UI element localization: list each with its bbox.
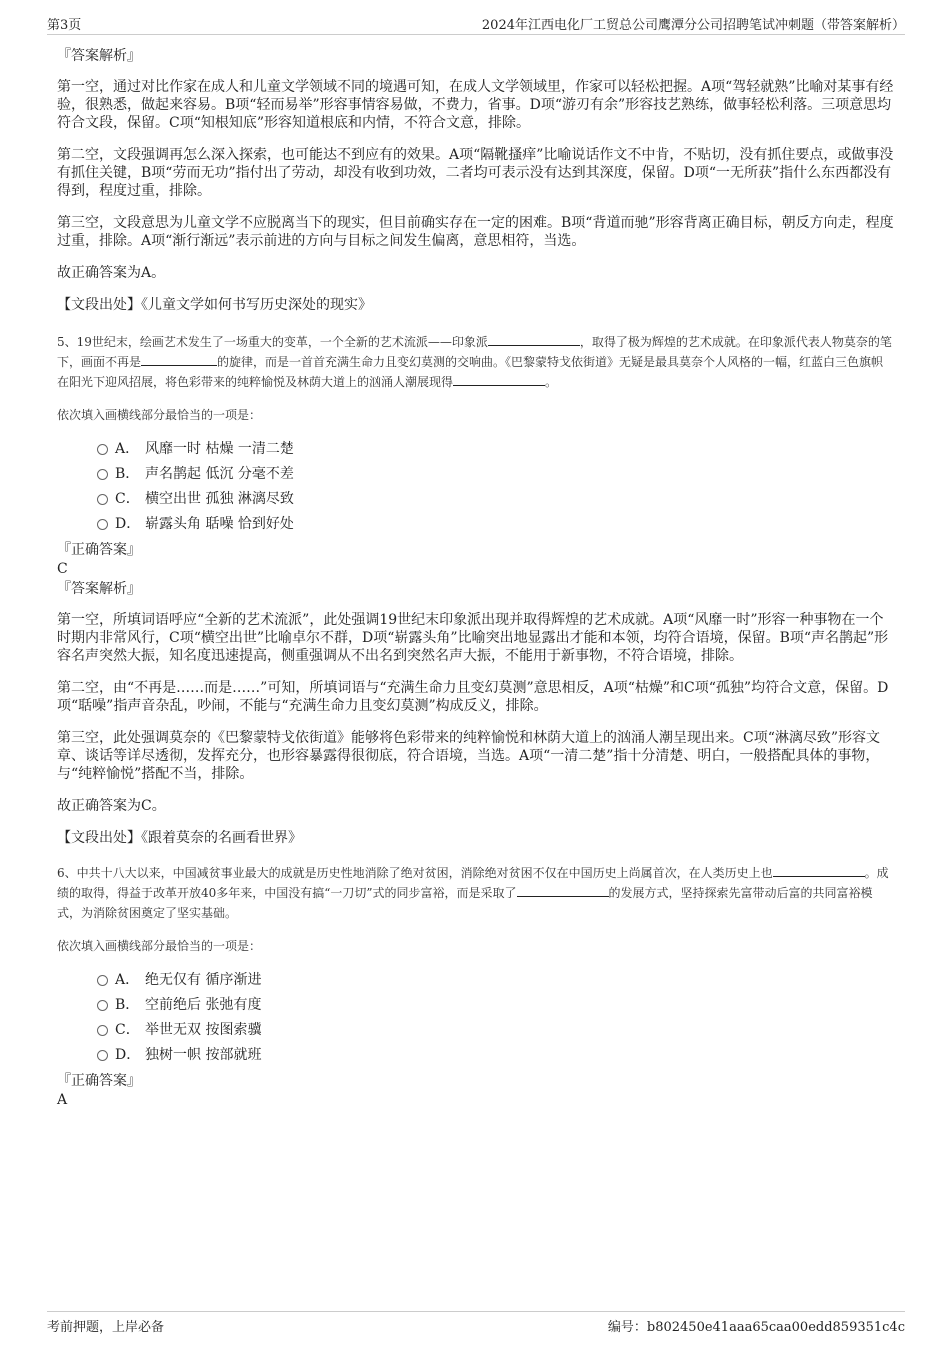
radio-button[interactable] — [97, 1025, 108, 1036]
analysis-paragraph: 第一空，通过对比作家在成人和儿童文学领域不同的境遇可知，在成人文学领域里，作家可以轻松把握。A项“驾轻就熟”比喻对某事有经验，很熟悉，做起来容易。B项“轻而易举”形容事情容易做，不费力，省事。D项“游刃有余”形容技艺熟练，做事轻松利落。三项意思均符合文段，保留。C项“知根知底”形容知道根底和内情，不符合文意，排除。 — [57, 79, 894, 131]
page-footer — [47, 1311, 905, 1334]
fill-blank — [453, 373, 545, 386]
analysis-label: 『答案解析』 — [57, 581, 141, 597]
option-d[interactable]: D． 崭露头角 聒噪 恰到好处 — [57, 515, 895, 540]
correct-answer-label: 『正确答案』 — [57, 1073, 141, 1089]
option-d[interactable]: D． 独树一帜 按部就班 — [57, 1046, 895, 1071]
answer-conclusion: 故正确答案为C。 — [57, 798, 166, 814]
question-6-text: 6、中共十八大以来，中国减贫事业最大的成就是历史性地消除了绝对贫困，消除绝对贫困不仅在中国历史上尚属首次，在人类历史上也 。成绩的取得，得益于改革开放40多年来，中国没有搞“一刀切”式的同步富裕，而是采取了 的发展方式，坚持探索先富带动后富的共同富裕模式，为消除贫困奠定了坚实基础。 — [57, 866, 889, 920]
radio-button[interactable] — [97, 494, 108, 505]
correct-answer-label: 『正确答案』 — [57, 542, 141, 558]
source-citation: 【文段出处】《跟着莫奈的名画看世界》 — [57, 830, 302, 846]
fill-blank — [488, 333, 580, 346]
radio-button[interactable] — [97, 519, 108, 530]
document-id: 编号：b802450e41aaa65caa00edd859351c4c — [607, 1320, 905, 1335]
analysis-paragraph: 第一空，所填词语呼应“全新的艺术流派”，此处强调19世纪末印象派出现并取得辉煌的艺术成就。A项“风靡一时”形容一种事物在一个时期内非常风行，C项“横空出世”比喻卓尔不群，D项“崭露头角”比喻突出地显露出才能和本领，均符合语境，保留。B项“声名鹊起”形容名声突然大振，知名度迅速提高，侧重强调从不出名到突然名声大振，不能用于新事物，不符合语境，排除。 — [57, 612, 889, 664]
radio-button[interactable] — [97, 975, 108, 986]
option-a[interactable]: A． 风靡一时 枯燥 一清二楚 — [57, 440, 895, 465]
analysis-paragraph: 第二空，由“不再是……而是……”可知，所填词语与“充满生命力且变幻莫测”意思相反，A项“枯燥”和C项“孤独”均符合文意，保留。D项“聒噪”指声音杂乱，吵闹，不能与“充满生命力且变幻莫测”构成反义，排除。 — [57, 680, 889, 714]
fill-blank — [773, 864, 865, 877]
footer-slogan: 考前押题，上岸必备 — [47, 1320, 165, 1335]
option-a[interactable]: A． 绝无仅有 循序渐进 — [57, 971, 895, 996]
answer-conclusion: 故正确答案为A。 — [57, 265, 166, 281]
correct-answer: A — [57, 1092, 68, 1108]
page-header — [47, 12, 905, 35]
option-c[interactable]: C． 举世无双 按图索骥 — [57, 1021, 895, 1046]
document-title: 2024年江西电化厂工贸总公司鹰潭分公司招聘笔试冲刺题（带答案解析） — [481, 18, 905, 33]
analysis-paragraph: 第三空，文段意思为儿童文学不应脱离当下的现实，但目前确实存在一定的困难。B项“背道而驰”形容背离正确目标，朝反方向走，程度过重，排除。A项“渐行渐远”表示前进的方向与目标之间发生偏离，意思相符，当选。 — [57, 215, 894, 249]
radio-button[interactable] — [97, 1000, 108, 1011]
source-citation: 【文段出处】《儿童文学如何书写历史深处的现实》 — [57, 297, 372, 313]
radio-button[interactable] — [97, 444, 108, 455]
page-number: 第3页 — [47, 18, 82, 33]
option-b[interactable]: B． 空前绝后 张弛有度 — [57, 996, 895, 1021]
analysis-paragraph: 第二空，文段强调再怎么深入探索，也可能达不到应有的效果。A项“隔靴搔痒”比喻说话作文不中肯，不贴切，没有抓住要点，或做事没有抓住关键，B项“劳而无功”指付出了劳动，却没有收到功效，二者均可表示没有达到其深度，保留。D项“一无所获”指什么东西都没有得到，程度过重，排除。 — [57, 147, 894, 199]
question-5-text: 5、19世纪末，绘画艺术发生了一场重大的变革，一个全新的艺术流派——印象派 ，取得了极为辉煌的艺术成就。在印象派代表人物莫奈的笔下，画面不再是 的旋律，而是一首首充满生命力且变幻莫测的交响曲。《巴黎蒙特戈依街道》无疑是最具莫奈个人风格的一幅，红蓝白三色旗帜在阳光下迎风招展，将色彩带来的纯粹愉悦及林荫大道上的汹涌人潮展现得 。 — [57, 335, 892, 389]
fill-blank — [141, 353, 217, 366]
document-body — [57, 46, 895, 1109]
option-c[interactable]: C． 横空出世 孤独 淋漓尽致 — [57, 490, 895, 515]
question-5-options — [57, 440, 895, 540]
correct-answer: C — [57, 561, 68, 577]
analysis-paragraph: 第三空，此处强调莫奈的《巴黎蒙特戈依街道》能够将色彩带来的纯粹愉悦和林荫大道上的汹涌人潮呈现出来。C项“淋漓尽致”形容文章、谈话等详尽透彻，发挥充分，也形容暴露得很彻底，符合语境，当选。A项“一清二楚”指十分清楚、明白，一般搭配具体的事物，与“纯粹愉悦”搭配不当，排除。 — [57, 730, 881, 782]
question-6-options — [57, 971, 895, 1071]
option-b[interactable]: B． 声名鹊起 低沉 分毫不差 — [57, 465, 895, 490]
question-prompt: 依次填入画横线部分最恰当的一项是： — [57, 408, 262, 422]
fill-blank — [517, 884, 609, 897]
radio-button[interactable] — [97, 1050, 108, 1061]
question-prompt: 依次填入画横线部分最恰当的一项是： — [57, 939, 262, 953]
analysis-label: 『答案解析』 — [57, 48, 141, 64]
radio-button[interactable] — [97, 469, 108, 480]
